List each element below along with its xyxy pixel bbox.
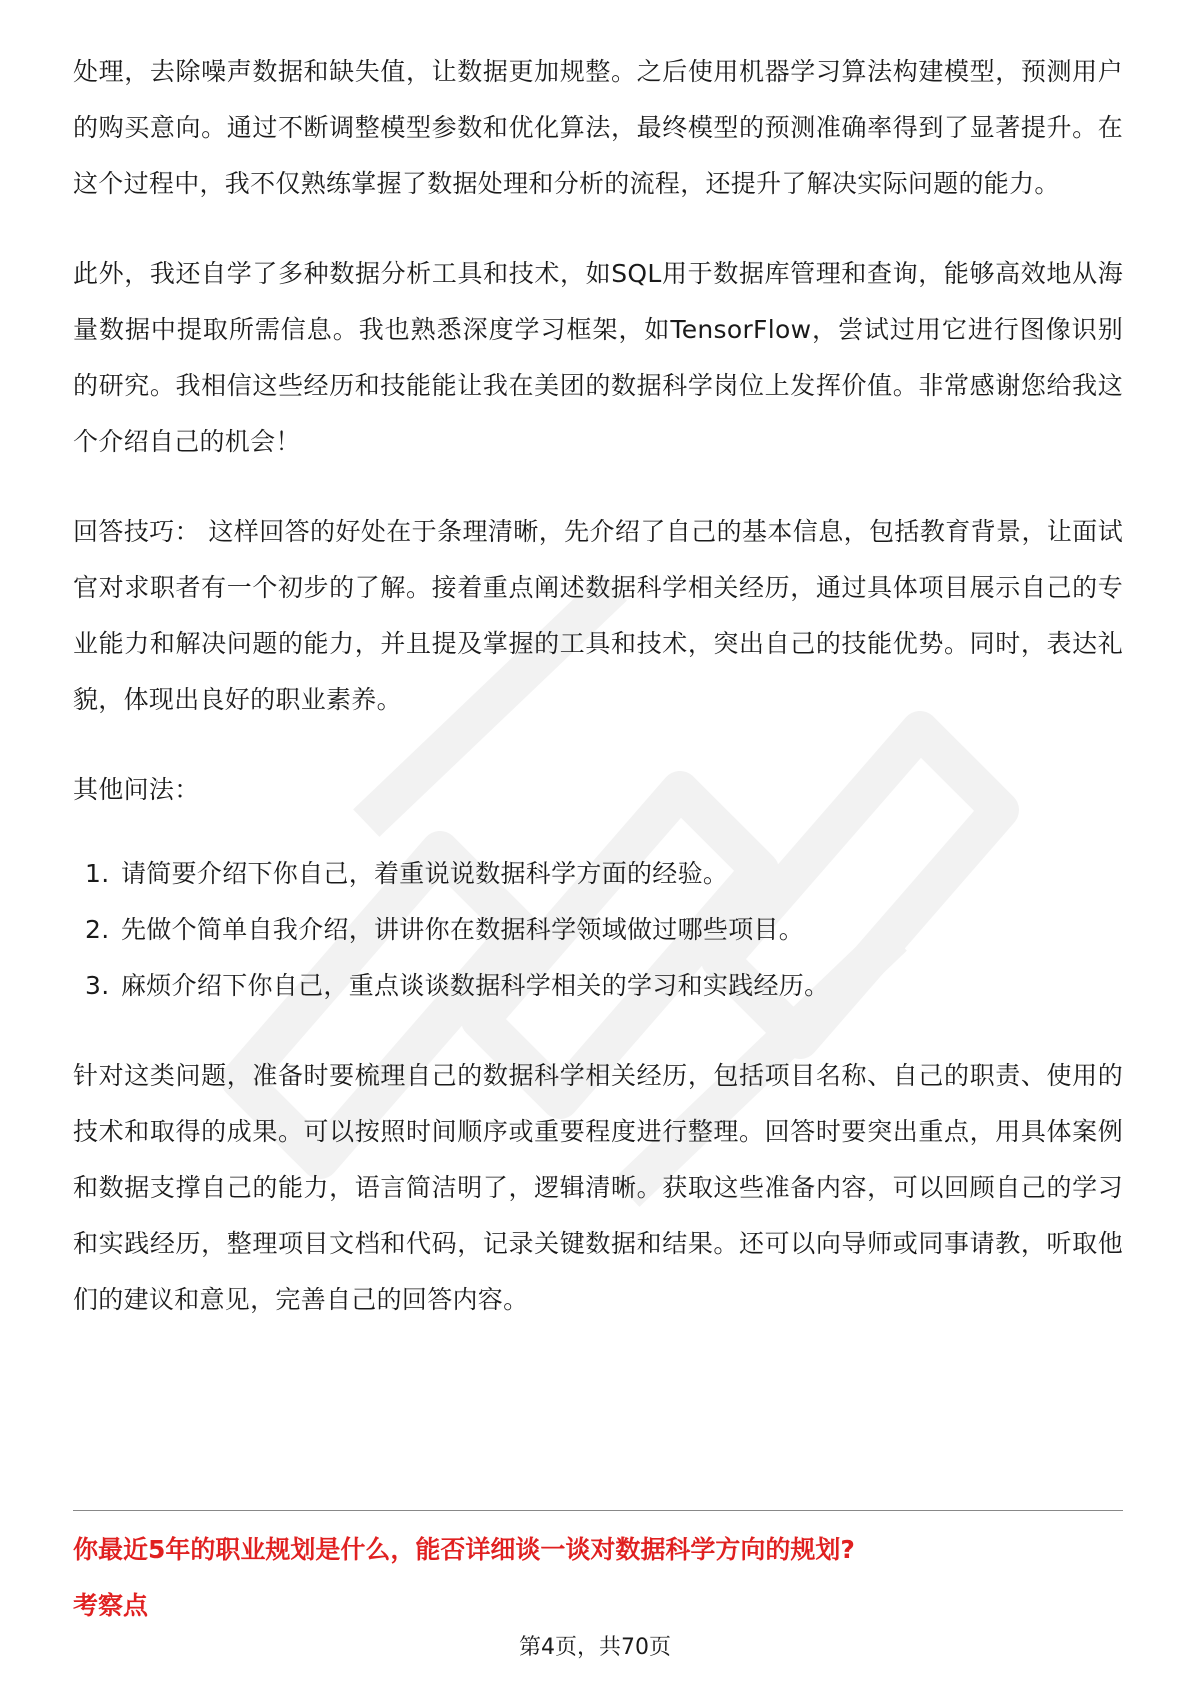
main-content <box>73 44 1123 1328</box>
list-item-text: 请简要介绍下你自己，着重说说数据科学方面的经验。 <box>121 859 729 888</box>
list-item-text: 麻烦介绍下你自己，重点谈谈数据科学相关的学习和实践经历。 <box>121 971 830 1000</box>
page-footer: 第4页，共70页 <box>519 1635 671 1660</box>
list-item-number: 3. <box>85 971 110 1000</box>
list-item <box>73 958 1123 1014</box>
paragraph-preparation-advice: 针对这类问题，准备时要梳理自己的数据科学相关经历，包括项目名称、自己的职责、使用的技术和取得的成果。可以按照时间顺序或重要程度进行整理。回答时要突出重点，用具体案例和数据支撑自己的能力，语言简洁明了，逻辑清晰。获取这些准备内容，可以回顾自己的学习和实践经历，整理项目文档和代码，记录关键数据和结果。还可以向导师或同事请教，听取他们的建议和意见，完善自己的回答内容。 <box>73 1061 1123 1314</box>
list-item-text: 先做个简单自我介绍，讲讲你在数据科学领域做过哪些项目。 <box>121 915 805 944</box>
section-divider <box>73 1510 1123 1511</box>
paragraph-tools-skills: 此外，我还自学了多种数据分析工具和技术，如SQL用于数据库管理和查询，能够高效地从海量数据中提取所需信息。我也熟悉深度学习框架，如TensorFlow，尝试过用它进行图像识别的研究。我相信这些经历和技能能让我在美团的数据科学岗位上发挥价值。非常感谢您给我这个介绍自己的机会！ <box>73 259 1123 456</box>
next-question-heading: 你最近5年的职业规划是什么，能否详细谈一谈对数据科学方向的规划? <box>73 1535 855 1564</box>
alt-questions-list <box>73 846 1123 1014</box>
list-item <box>73 846 1123 902</box>
list-item-number: 2. <box>85 915 110 944</box>
paragraph-answer-tips: 回答技巧： 这样回答的好处在于条理清晰，先介绍了自己的基本信息，包括教育背景，让面试官对求职者有一个初步的了解。接着重点阐述数据科学相关经历，通过具体项目展示自己的专业能力和解决问题的能力，并且提及掌握的工具和技术，突出自己的技能优势。同时，表达礼貌，体现出良好的职业素养。 <box>73 517 1123 714</box>
paragraph-other-phrasings-label: 其他问法： <box>73 775 200 804</box>
list-item <box>73 902 1123 958</box>
paragraph-experience-summary: 处理，去除噪声数据和缺失值，让数据更加规整。之后使用机器学习算法构建模型，预测用户的购买意向。通过不断调整模型参数和优化算法，最终模型的预测准确率得到了显著提升。在这个过程中，我不仅熟练掌握了数据处理和分析的流程，还提升了解决实际问题的能力。 <box>73 57 1123 198</box>
list-item-number: 1. <box>85 859 110 888</box>
assessment-points-heading: 考察点 <box>73 1591 149 1620</box>
